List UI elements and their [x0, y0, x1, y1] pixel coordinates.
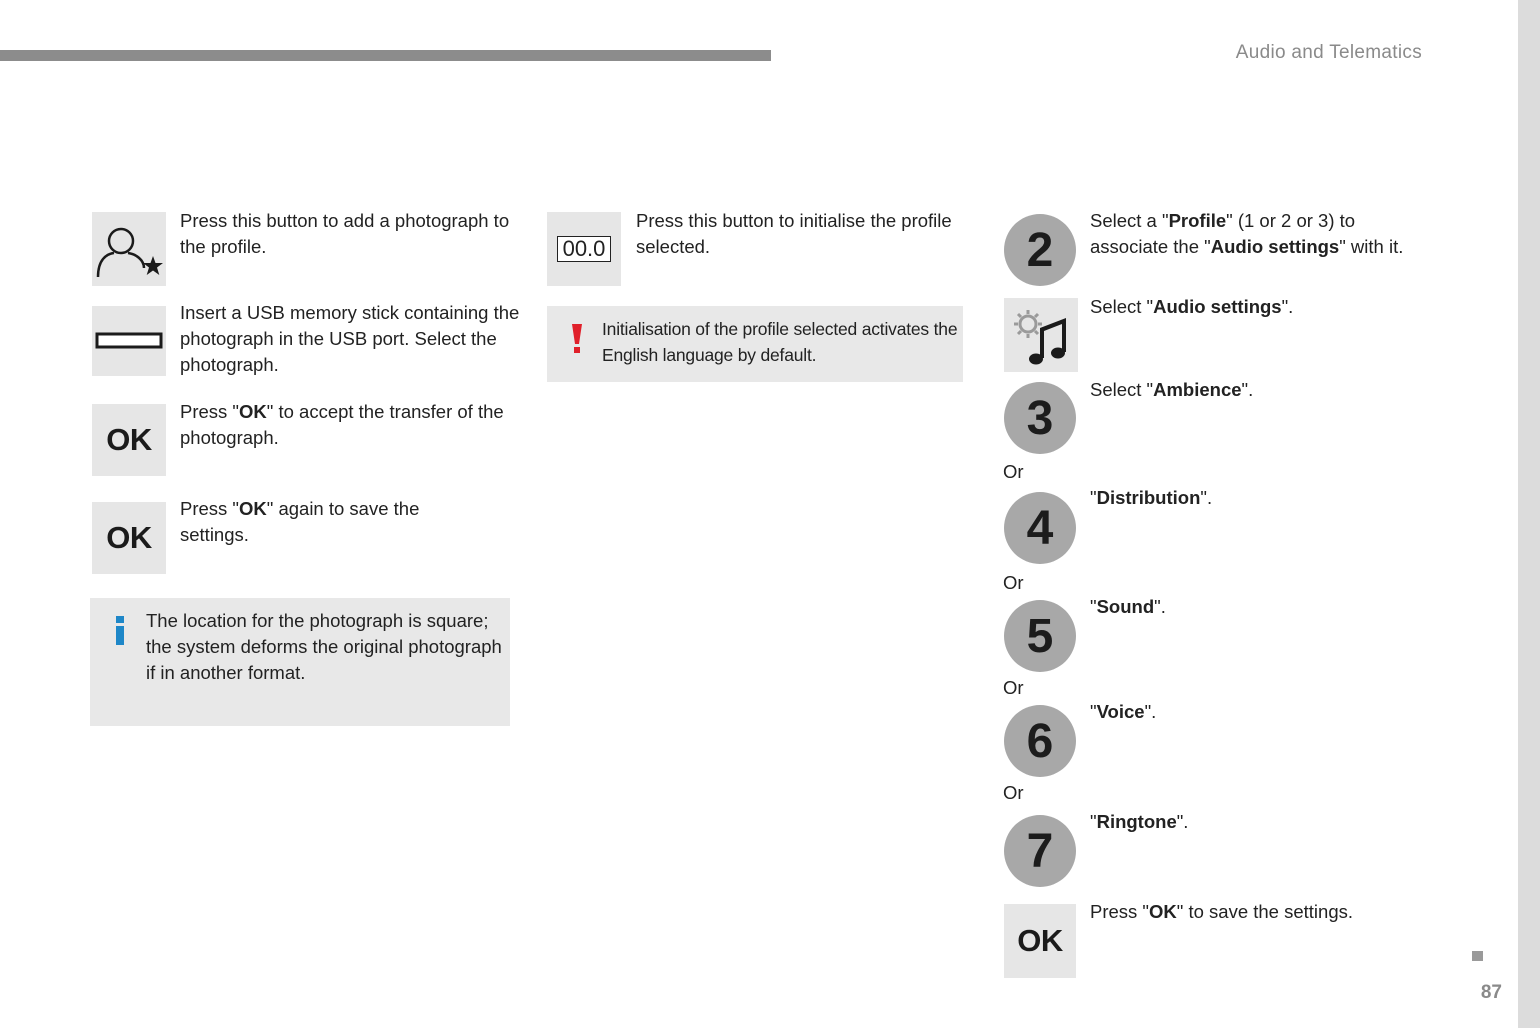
warning-note: [547, 306, 963, 382]
text-part: ": [1090, 811, 1097, 832]
header-bar: [0, 50, 771, 61]
text-part: " with it.: [1339, 236, 1404, 257]
text-bold: Ringtone: [1096, 811, 1177, 832]
text-part: " to accept the transfer of the photograph.: [180, 401, 504, 448]
or-label: Or: [1003, 461, 1024, 482]
step-insert-usb-text: Insert a USB memory stick containing the photograph in the USB port. Select the photograph.: [180, 302, 520, 375]
text-part: Press ": [180, 498, 239, 519]
initialise-button-box: [547, 212, 621, 286]
usb-port-box: [92, 306, 166, 376]
ok-label: OK: [106, 520, 152, 555]
step-sound-text: [1090, 594, 1420, 620]
text-part: " to save the settings.: [1176, 901, 1353, 922]
audio-settings-box: [1004, 298, 1078, 372]
text-bold: OK: [1149, 901, 1177, 922]
text-part: Select a ": [1090, 210, 1169, 231]
text-part: ".: [1200, 487, 1213, 508]
or-label: Or: [1003, 677, 1024, 698]
ok-button-icon-3: [1004, 904, 1076, 978]
step-voice-text: [1090, 699, 1420, 725]
text-part: ": [1090, 487, 1097, 508]
text-bold: Audio settings: [1210, 236, 1340, 257]
step-number-6: 6: [1004, 705, 1076, 777]
usb-port-icon: [94, 331, 164, 351]
text-part: ".: [1176, 811, 1189, 832]
info-note: [90, 598, 510, 726]
text-part: ".: [1281, 296, 1294, 317]
counter-display: 00.0: [557, 236, 612, 262]
step-accept-transfer-text: [180, 399, 510, 451]
text-bold: Distribution: [1096, 487, 1201, 508]
step-save-settings-text: [180, 496, 480, 548]
ok-label: OK: [1017, 923, 1063, 958]
text-part: ".: [1241, 379, 1254, 400]
profile-photo-star-icon: [92, 212, 166, 286]
text-part: ": [1090, 701, 1097, 722]
text-part: Select ": [1090, 379, 1154, 400]
ok-button-icon: [92, 404, 166, 476]
step-number-2: 2: [1004, 214, 1076, 286]
text-part: ".: [1154, 596, 1166, 617]
text-bold: OK: [239, 401, 267, 422]
audio-settings-icon: [1004, 298, 1078, 372]
text-part: Press ": [180, 401, 239, 422]
text-part: " (1 or 2 or 3) to associate the ": [1090, 210, 1356, 257]
step-select-profile-text: [1090, 208, 1420, 260]
page-edge: [1518, 0, 1540, 1028]
profile-photo-button-icon: [92, 212, 166, 286]
info-text: The location for the photograph is square; the system deforms the original photograph if in another format.: [146, 610, 502, 683]
page-number: 87: [1480, 982, 1502, 1003]
page-marker: [1472, 951, 1483, 961]
step-number-4: 4: [1004, 492, 1076, 564]
step-number-7: 7: [1004, 815, 1076, 887]
text-part: Select ": [1090, 296, 1154, 317]
text-part: " again to save the settings.: [180, 498, 420, 545]
or-label: Or: [1003, 782, 1024, 803]
header-title: Audio and Telematics: [1235, 42, 1422, 63]
step-ambience-text: [1090, 377, 1420, 403]
step-initialise-text: Press this button to initialise the profile selected.: [636, 210, 952, 257]
step-final-ok-text: [1090, 899, 1420, 925]
step-ringtone-text: [1090, 809, 1420, 835]
text-part: Press ": [1090, 901, 1149, 922]
text-bold: Ambience: [1153, 379, 1242, 400]
ok-label: OK: [106, 422, 152, 457]
step-select-audio-text: [1090, 294, 1420, 320]
text-part: ": [1090, 596, 1097, 617]
text-bold: Sound: [1096, 596, 1155, 617]
text-bold: Voice: [1096, 701, 1145, 722]
step-number-5: 5: [1004, 600, 1076, 672]
ok-button-icon-2: [92, 502, 166, 574]
text-bold: Profile: [1168, 210, 1227, 231]
text-bold: OK: [239, 498, 267, 519]
text-part: ".: [1144, 701, 1157, 722]
step-number-3: 3: [1004, 382, 1076, 454]
info-icon: [114, 616, 126, 646]
warning-icon: [571, 324, 583, 354]
step-distribution-text: [1090, 485, 1420, 511]
step-add-photo-text: Press this button to add a photograph to the profile.: [180, 210, 510, 257]
text-bold: Audio settings: [1153, 296, 1282, 317]
or-label: Or: [1003, 572, 1024, 593]
warning-text: Initialisation of the profile selected activates the English language by default.: [602, 319, 958, 365]
